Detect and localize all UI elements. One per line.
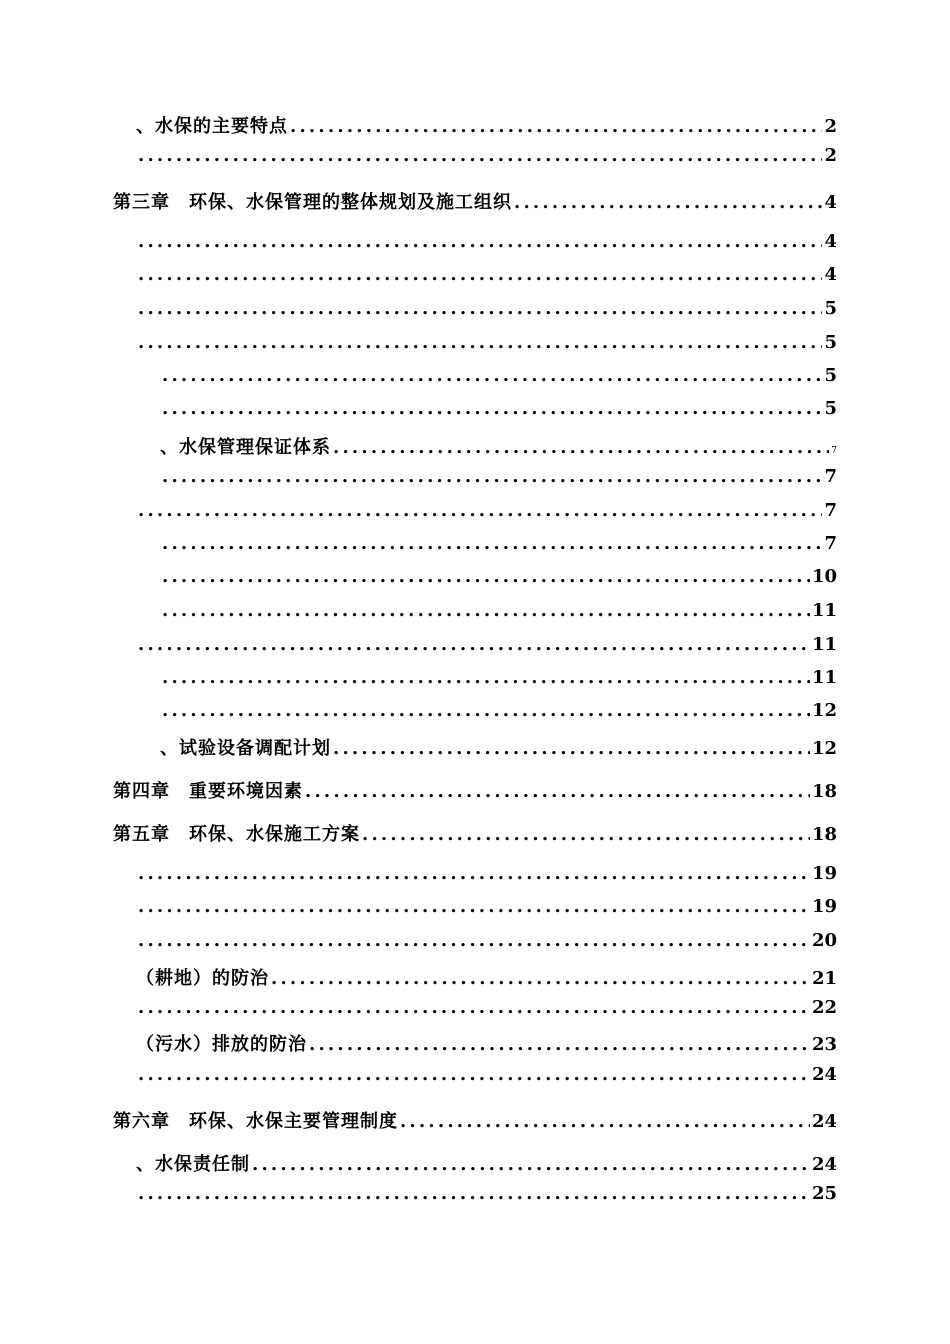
toc-leader (400, 1111, 810, 1132)
toc-leader (138, 930, 810, 951)
toc-entry[interactable] (160, 433, 837, 461)
toc-entry-label: （耕地）的防治 (136, 968, 269, 989)
toc-leader (333, 738, 810, 759)
toc-entry-page: 22 (811, 997, 837, 1018)
toc-entry-page: 5 (824, 298, 837, 319)
toc-leader (138, 1183, 810, 1204)
toc-entry[interactable] (160, 398, 837, 426)
toc-entry[interactable] (160, 365, 837, 393)
toc-entry-page: 7 (824, 466, 837, 487)
toc-leader (138, 896, 810, 917)
toc-leader (362, 824, 810, 845)
toc-leader (138, 500, 822, 521)
toc-entry[interactable] (160, 734, 837, 762)
toc-entry-label: 第四章 重要环境因素 (113, 781, 303, 802)
toc-leader (162, 667, 810, 688)
toc-entry-page: 20 (811, 930, 837, 951)
toc-entry[interactable] (136, 264, 837, 292)
toc-entry-page: 24 (811, 1064, 837, 1085)
toc-leader (162, 365, 822, 386)
toc-entry-label: 、水保责任制 (136, 1154, 250, 1175)
toc-entry-page: 11 (811, 600, 837, 621)
toc-entry-page: 4 (824, 231, 837, 252)
toc-entry[interactable] (113, 1107, 837, 1135)
toc-leader (162, 600, 810, 621)
toc-entry[interactable] (136, 896, 837, 924)
toc-leader (138, 634, 810, 655)
toc-leader (305, 781, 810, 802)
toc-leader (514, 192, 822, 213)
toc-entry[interactable] (136, 231, 837, 259)
toc-leader (138, 332, 822, 353)
toc-entry-page: 11 (811, 634, 837, 655)
toc-entry[interactable] (136, 1150, 837, 1178)
toc-entry-page: 21 (811, 968, 837, 989)
toc-entry[interactable] (113, 188, 837, 216)
toc-entry-page: 18 (811, 824, 837, 845)
toc-leader (162, 398, 822, 419)
toc-entry-page: 10 (811, 566, 837, 587)
toc-entry[interactable] (136, 332, 837, 360)
toc-leader (138, 264, 822, 285)
toc-entry-page: 7 (824, 533, 837, 554)
toc-entry[interactable] (136, 298, 837, 326)
toc-entry-page: 11 (811, 667, 837, 688)
toc-leader (162, 466, 822, 487)
toc-entry[interactable] (160, 600, 837, 628)
toc-entry[interactable] (136, 1030, 837, 1058)
toc-entry[interactable] (136, 112, 837, 140)
toc-entry[interactable] (136, 1064, 837, 1092)
toc-entry-page: 19 (811, 896, 837, 917)
toc-entry[interactable] (136, 500, 837, 528)
toc-leader (309, 1034, 810, 1055)
toc-entry[interactable] (136, 997, 837, 1025)
toc-entry[interactable] (136, 145, 837, 173)
toc-entry[interactable] (113, 820, 837, 848)
toc-entry-page: 4 (824, 264, 837, 285)
toc-entry-page: 19 (811, 863, 837, 884)
toc-entry-page: 24 (811, 1111, 837, 1132)
toc-leader (138, 863, 810, 884)
toc-entry-page: 2 (824, 145, 837, 166)
toc-entry-label: 、水保管理保证体系 (160, 437, 331, 458)
toc-entry-page: 7 (824, 500, 837, 521)
toc-leader (271, 968, 810, 989)
toc-entry-label: 、试验设备调配计划 (160, 738, 331, 759)
toc-entry[interactable] (160, 466, 837, 494)
toc-entry-label: 、水保的主要特点 (136, 116, 288, 137)
toc-entry-page: 5 (824, 365, 837, 386)
toc-entry[interactable] (136, 634, 837, 662)
toc-entry-label: 第六章 环保、水保主要管理制度 (113, 1111, 398, 1132)
toc-leader (252, 1154, 810, 1175)
toc-leader (333, 437, 829, 458)
toc-entry[interactable] (160, 533, 837, 561)
toc-entry-page: 4 (824, 192, 837, 213)
toc-entry-label: 第五章 环保、水保施工方案 (113, 824, 360, 845)
toc-leader (138, 997, 810, 1018)
toc-entry-page: 12 (811, 700, 837, 721)
toc-entry[interactable] (136, 930, 837, 958)
toc-entry[interactable] (113, 777, 837, 805)
toc-leader (162, 566, 810, 587)
toc-entry[interactable] (136, 863, 837, 891)
toc-leader (138, 1064, 810, 1085)
toc-entry-page: 12 (811, 738, 837, 759)
toc-entry-page: 5 (824, 398, 837, 419)
toc-entry[interactable] (160, 700, 837, 728)
toc-entry-label: （污水）排放的防治 (136, 1034, 307, 1055)
toc-entry-label: 第三章 环保、水保管理的整体规划及施工组织 (113, 192, 512, 213)
toc-entry-page: 25 (811, 1183, 837, 1204)
toc-leader (162, 533, 822, 554)
toc-leader (138, 298, 822, 319)
toc-entry[interactable] (160, 566, 837, 594)
toc-entry-page: 24 (811, 1154, 837, 1175)
toc-entry[interactable] (136, 1183, 837, 1211)
toc-entry-page: 23 (811, 1034, 837, 1055)
toc-entry[interactable] (136, 964, 837, 992)
toc-entry-page: 2 (824, 116, 837, 137)
toc-entry-page: 5 (824, 332, 837, 353)
toc-entry-page: 7 (831, 446, 837, 456)
toc-leader (290, 116, 822, 137)
toc-entry-page: 18 (811, 781, 837, 802)
toc-leader (162, 700, 810, 721)
toc-leader (138, 145, 822, 166)
toc-entry[interactable] (160, 667, 837, 695)
toc-leader (138, 231, 822, 252)
